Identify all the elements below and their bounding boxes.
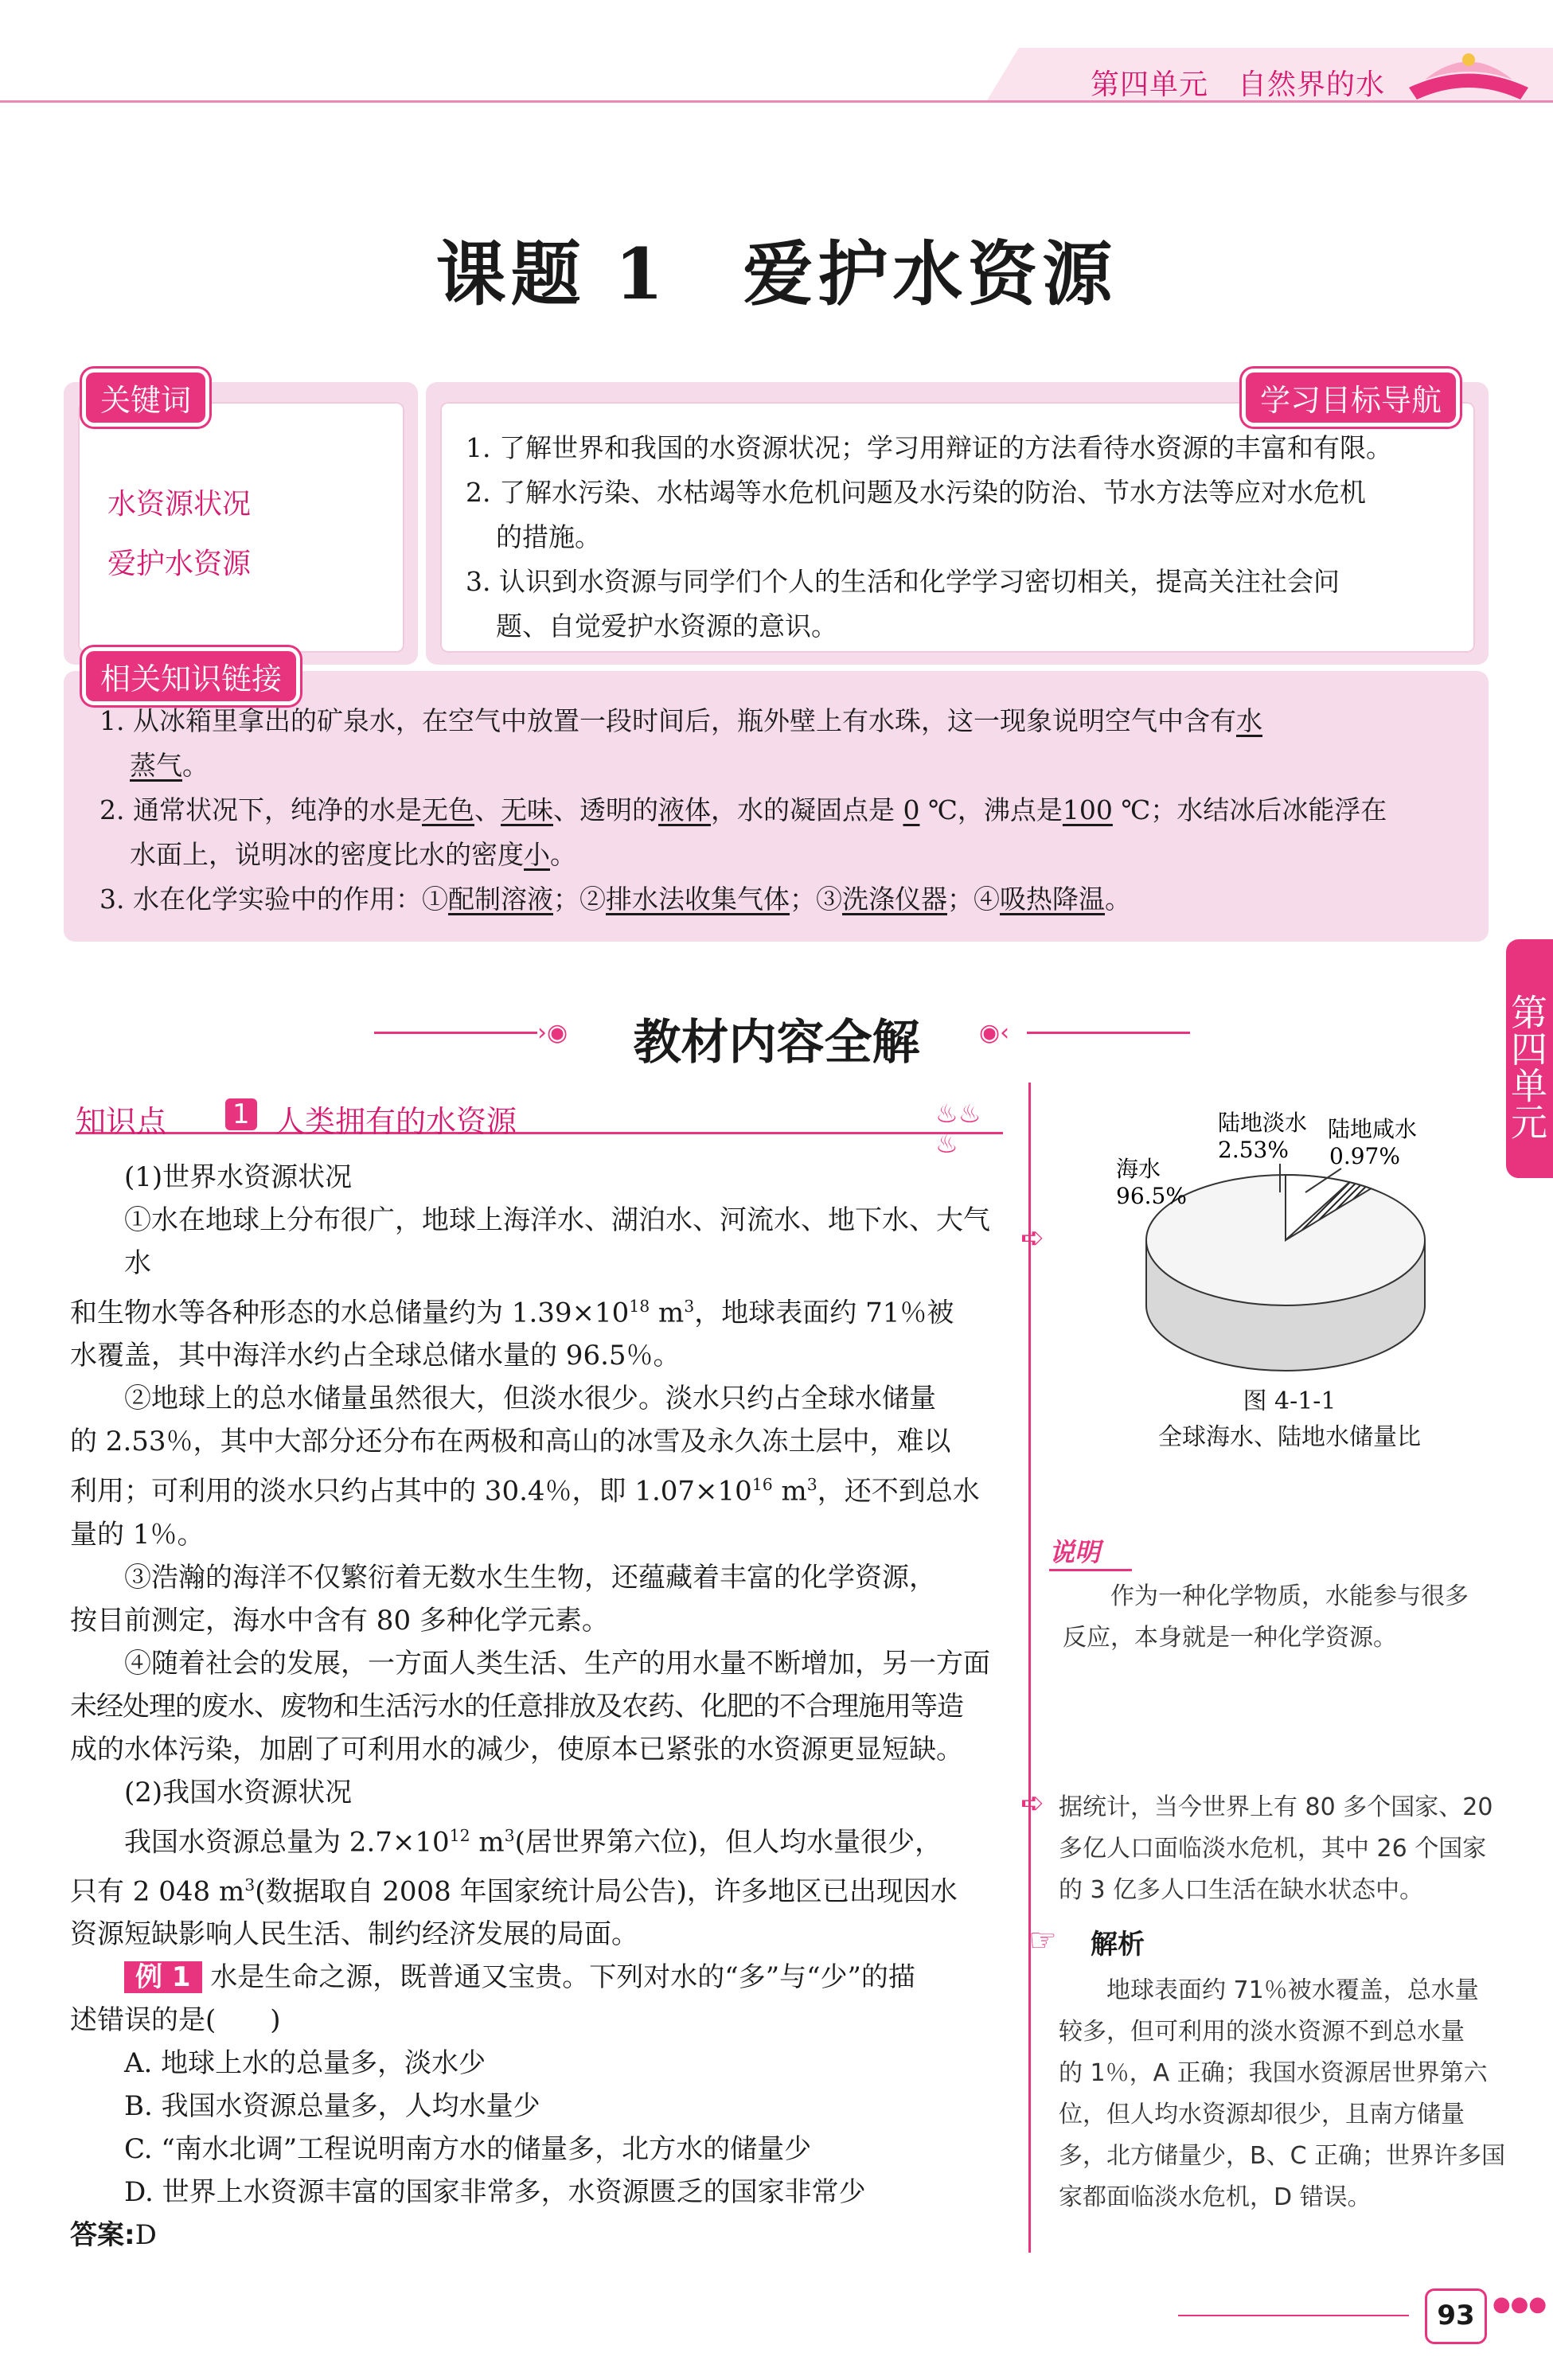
kp-label: 知识点 bbox=[76, 1104, 167, 1139]
goal-item: 的措施。 bbox=[496, 521, 601, 552]
option-d: D. 世界上水资源丰富的国家非常多，水资源匮乏的国家非常少 bbox=[124, 2176, 866, 2209]
paragraph-line: 我国水资源总量为 $2.7\times 10^{12}$ $m^3$(居世界第六位)，但人均水量很少， bbox=[124, 1825, 942, 1858]
fact-line: 多亿人口面临淡水危机，其中 26 个国家 bbox=[1059, 1835, 1487, 1863]
analysis-line: 多，北方储量少，B、C 正确；世界许多国 bbox=[1059, 2142, 1506, 2170]
related-list bbox=[100, 699, 1469, 922]
keywords-tag: 关键词 bbox=[86, 373, 205, 423]
paragraph-line: ②地球上的总水储量虽然很大，但淡水很少。淡水只约占全球水储量 bbox=[124, 1383, 936, 1415]
keyword-item: 水资源状况 bbox=[107, 488, 252, 521]
figure-label: 图 4-1-1 bbox=[1243, 1387, 1336, 1415]
column-divider bbox=[1028, 1083, 1031, 2253]
paragraph-line: 和生物水等各种形态的水总储量约为 $1.39\times 10^{18}$ $m^3$，地球表面约 71％被 bbox=[70, 1297, 954, 1329]
pie-label-seawater: 海水 bbox=[1116, 1156, 1161, 1182]
note-line: 反应，本身就是一种化学资源。 bbox=[1063, 1624, 1397, 1652]
example-tag: 例 1 bbox=[124, 1961, 202, 1993]
sub-heading: (2)我国水资源状况 bbox=[124, 1776, 353, 1808]
related-item-2: 2. 通常状况下，纯净的水是无色、无味、透明的液体，水的凝固点是 0 ℃，沸点是100 ℃；水结冰后冰能浮在 bbox=[100, 794, 1387, 825]
goals-list bbox=[466, 426, 1469, 649]
main-text bbox=[70, 1156, 1009, 2257]
paragraph-line: ③浩瀚的海洋不仅繁衍着无数水生生物，还蕴藏着丰富的化学资源， bbox=[124, 1561, 936, 1594]
arrow-marker-icon: ➪ bbox=[1020, 1222, 1045, 1254]
answer: 答案:D bbox=[70, 2219, 157, 2252]
paragraph-line: 利用；可利用的淡水只约占其中的 30.4％，即 $1.07\times 10^{16}$ $m^3$，还不到总水 bbox=[70, 1475, 980, 1508]
related-tag: 相关知识链接 bbox=[86, 651, 296, 701]
paragraph-line: 成的水体污染，加剧了可利用水的减少，使原本已紧张的水资源更显短缺。 bbox=[70, 1733, 963, 1765]
goals-tag: 学习目标导航 bbox=[1246, 373, 1456, 423]
book-deco-icon bbox=[1401, 44, 1536, 103]
pie-label-saltwater: 陆地咸水 bbox=[1328, 1116, 1418, 1142]
pie-value-freshwater: 2.53% bbox=[1218, 1137, 1289, 1163]
pie-label-freshwater: 陆地淡水 bbox=[1218, 1110, 1308, 1136]
note-tag: 说明 bbox=[1049, 1532, 1132, 1571]
goal-item: 1. 了解世界和我国的水资源状况；学习用辩证的方法看待水资源的丰富和有限。 bbox=[466, 432, 1392, 463]
sub-heading: (1)世界水资源状况 bbox=[124, 1161, 353, 1193]
arrow-marker-icon: ➪ bbox=[1020, 1787, 1045, 1820]
paragraph-line: 按目前测定，海水中含有 80 多种化学元素。 bbox=[70, 1604, 609, 1637]
pie-value-saltwater: 0.97% bbox=[1329, 1143, 1400, 1169]
example-question-cont: 述错误的是( ) bbox=[70, 2004, 281, 2037]
paragraph-line: ①水在地球上分布很广，地球上海洋水、湖泊水、河流水、地下水、大气水 bbox=[124, 1204, 990, 1279]
option-a: A. 地球上水的总量多，淡水少 bbox=[124, 2047, 486, 2080]
kp-underline bbox=[76, 1132, 1003, 1134]
kp-title: 人类拥有的水资源 bbox=[275, 1104, 517, 1139]
side-tab-text: 第四单元 bbox=[1505, 993, 1548, 1140]
knowledge-point-bar bbox=[76, 1097, 1003, 1159]
pie-chart bbox=[1067, 1106, 1512, 1377]
analysis-line: 家都面临淡水危机，D 错误。 bbox=[1059, 2183, 1372, 2211]
goal-item: 题、自觉爱护水资源的意识。 bbox=[496, 611, 837, 642]
unit-label: 第四单元 自然界的水 bbox=[1091, 68, 1386, 101]
analysis-text bbox=[1059, 1970, 1508, 2218]
fact-line: 的 3 亿多人口生活在缺水状态中。 bbox=[1059, 1876, 1424, 1904]
related-item-2-cont: 水面上，说明冰的密度比水的密度小。 bbox=[130, 839, 576, 870]
paragraph-line: 的 2.53％，其中大部分还分布在两极和高山的冰雪及永久冻土层中，难以 bbox=[70, 1426, 951, 1458]
analysis-line: 位，但人均水资源却很少，且南方储量 bbox=[1059, 2101, 1465, 2128]
paragraph-line: ④随着社会的发展，一方面人类生活、生产的用水量不断增加，另一方面 bbox=[124, 1647, 990, 1680]
option-b: B. 我国水资源总量多，人均水量少 bbox=[124, 2090, 540, 2123]
related-item-1: 1. 从冰箱里拿出的矿泉水，在空气中放置一段时间后，瓶外壁上有水珠，这一现象说明空气中含有水 bbox=[100, 705, 1262, 736]
keyword-item: 爱护水资源 bbox=[107, 548, 252, 580]
analysis-line: 较多，但可利用的淡水资源不到总水量 bbox=[1059, 2018, 1465, 2046]
page-number: 93 bbox=[1425, 2288, 1487, 2344]
paragraph-line: 资源短缺影响人民生活、制约经济发展的局面。 bbox=[70, 1918, 638, 1951]
arrow-left-icon: ◉‹ bbox=[979, 1019, 1010, 1047]
fact-line: 据统计，当今世界上有 80 多个国家、20 bbox=[1059, 1793, 1493, 1821]
fact-text bbox=[1059, 1787, 1504, 1911]
arrow-right-icon: ›◉ bbox=[537, 1019, 568, 1047]
note-line: 作为一种化学物质，水能参与很多 bbox=[1110, 1582, 1469, 1610]
analysis-tag: 解析 bbox=[1091, 1929, 1145, 1961]
keywords-inner bbox=[78, 402, 404, 653]
section-title: 教材内容全解 bbox=[633, 1015, 920, 1071]
paragraph-line: 只有 2 048 $m^3$(数据取自 2008 年国家统计局公告)，许多地区已出现因水 bbox=[70, 1875, 958, 1908]
pie-value-seawater: 96.5% bbox=[1116, 1183, 1187, 1209]
flame-icon: ♨♨♨ bbox=[935, 1098, 981, 1159]
paragraph-line: 水覆盖，其中海洋水约占全球总储水量的 96.5％。 bbox=[70, 1340, 681, 1372]
option-c: C. “南水北调”工程说明南方水的储量多，北方水的储量少 bbox=[124, 2133, 812, 2166]
goal-item: 3. 认识到水资源与同学们个人的生活和化学学习密切相关，提高关注社会问 bbox=[466, 566, 1340, 597]
footer-rule bbox=[1178, 2315, 1409, 2316]
note-text bbox=[1063, 1576, 1508, 1659]
section-rule-right bbox=[1027, 1032, 1190, 1034]
page-title: 课题 1 爱护水资源 bbox=[435, 232, 1118, 315]
goal-item: 2. 了解水污染、水枯竭等水危机问题及水污染的防治、节水方法等应对水危机 bbox=[466, 477, 1366, 508]
analysis-line: 的 1％，A 正确；我国水资源居世界第六 bbox=[1059, 2059, 1488, 2087]
example-question: 例 1 水是生命之源，既普通又宝贵。下列对水的“多”与“少”的描 bbox=[70, 1956, 1009, 1999]
related-item-1-cont: 蒸气。 bbox=[130, 750, 209, 781]
kp-number: 1 bbox=[225, 1098, 257, 1130]
hand-pointer-icon: ☞ bbox=[1028, 1922, 1057, 1959]
paragraph-line: 量的 1％。 bbox=[70, 1518, 205, 1551]
related-item-3: 3. 水在化学实验中的作用：①配制溶液；②排水法收集气体；③洗涤仪器；④吸热降温。 bbox=[100, 884, 1131, 915]
footer-dots: ●●● bbox=[1493, 2292, 1547, 2316]
analysis-line: 地球表面约 71％被水覆盖，总水量 bbox=[1106, 1976, 1479, 2004]
paragraph-line: 未经处理的废水、废物和生活污水的任意排放及农药、化肥的不合理施用等造 bbox=[70, 1690, 963, 1723]
figure-caption: 全球海水、陆地水储量比 bbox=[1158, 1423, 1421, 1451]
